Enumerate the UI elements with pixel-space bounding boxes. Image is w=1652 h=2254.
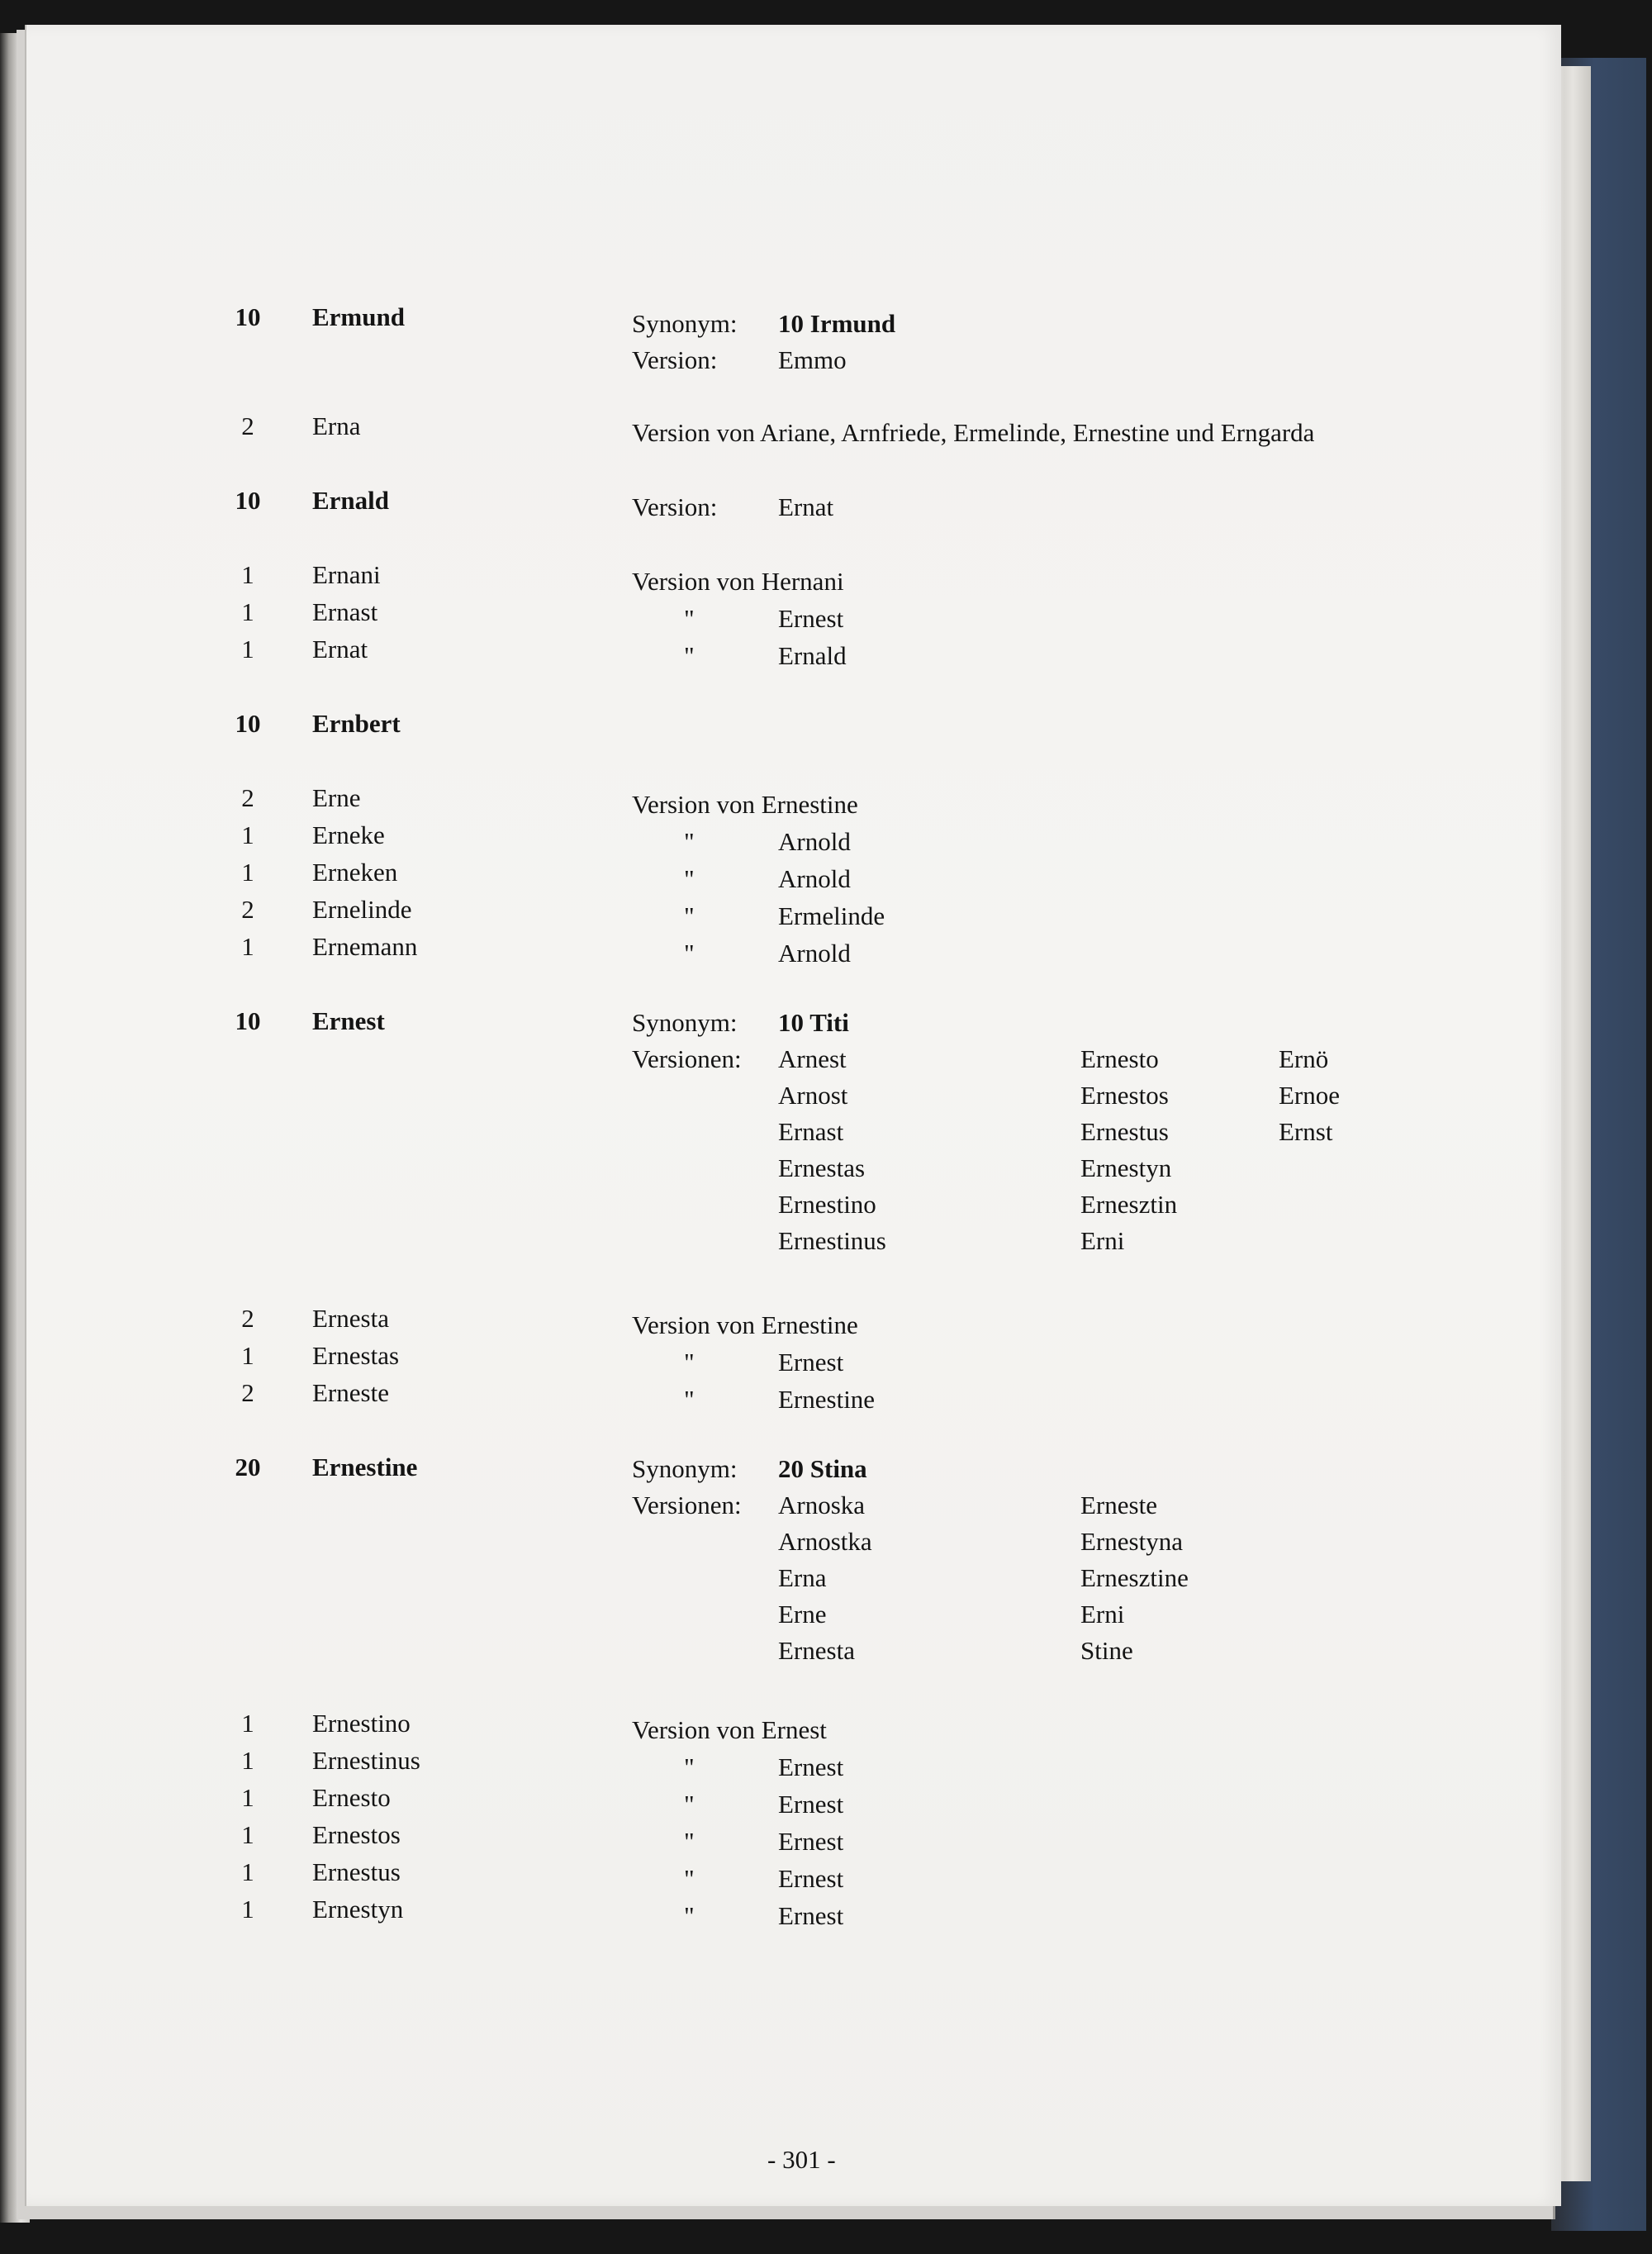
version-name: Ernesta [778,1636,855,1665]
entry-name: Ernbert [312,709,401,738]
versions-label: Versionen: [632,1044,742,1073]
entry-reference: Emmo [778,345,847,374]
entry-reference: Ernest [778,1752,844,1781]
entry-reference: Ernest [778,604,844,633]
version-name: Ernestyna [1080,1527,1183,1556]
version-name: Ernö [1279,1044,1329,1073]
entry-name: Ernest [312,1006,385,1035]
entry-count: 1 [241,635,254,663]
synonym-value: 20 Stina [778,1454,867,1483]
entry-count: 1 [241,1895,254,1924]
entry-description: Version von Ariane, Arnfriede, Ermelinde, Ernestine und Erngarda [632,418,1315,447]
version-name: Ernast [778,1117,844,1146]
entry-name: Ernestinus [312,1746,420,1775]
ditto-mark: " [684,901,695,930]
entry-description: Version von Ernestine [632,1310,858,1339]
entry-name: Erneken [312,858,398,887]
version-name: Ernesto [1080,1044,1159,1073]
ditto-mark: " [684,827,695,856]
version-name: Erneste [1080,1491,1157,1519]
entry-reference: Ernest [778,1864,844,1893]
entry-name: Ernast [312,597,378,626]
entry-name: Ernestino [312,1709,411,1738]
entry-label: Version: [632,492,718,521]
entry-count: 1 [241,932,254,961]
entry-count: 1 [241,1857,254,1886]
version-name: Arnoska [778,1491,866,1519]
version-name: Arnest [778,1044,847,1073]
entry-count: 1 [241,1341,254,1370]
entry-name: Erna [312,411,361,440]
entry-count: 1 [241,1783,254,1812]
synonym-label: Synonym: [632,1454,738,1483]
entry-reference: Ermelinde [778,901,885,930]
entry-count: 20 [235,1453,261,1481]
entry-count: 10 [235,486,261,515]
version-name: Ernestus [1080,1117,1169,1146]
ditto-mark: " [684,1901,695,1930]
entry-description: Version von Ernest [632,1715,827,1744]
entry-count: 2 [241,783,254,812]
ditto-mark: " [684,864,695,893]
version-name: Erna [778,1563,827,1592]
ditto-mark: " [684,641,695,670]
ditto-mark: " [684,939,695,968]
entry-name: Erneste [312,1378,389,1407]
version-name: Ernestinus [778,1226,886,1255]
version-name: Ernestas [778,1153,866,1182]
entry-name: Ernestos [312,1820,401,1849]
entry-count: 1 [241,1709,254,1738]
entry-count: 1 [241,597,254,626]
entry-reference: Ernald [778,641,847,670]
entry-reference: Ernat [778,492,834,521]
entry-reference: Arnold [778,939,851,968]
entry-description: Version von Hernani [632,567,844,596]
entry-count: 10 [235,1006,261,1035]
version-name: Ernoe [1279,1081,1341,1110]
entry-name: Erneke [312,820,385,849]
entry-name: Ernesta [312,1304,389,1333]
synonym-value: 10 Titi [778,1008,849,1037]
entry-description: Version von Ernestine [632,790,858,819]
version-name: Ernesztin [1080,1190,1178,1219]
entry-count: 1 [241,1820,254,1849]
entry-name: Ernestus [312,1857,401,1886]
entry-name: Ernald [312,486,390,515]
synonym-label: Synonym: [632,1008,738,1037]
entry-name: Ernemann [312,932,418,961]
entry-count: 2 [241,895,254,924]
ditto-mark: " [684,1827,695,1856]
entry-count: 1 [241,820,254,849]
ditto-mark: " [684,1385,695,1414]
entry-reference: 10 Irmund [778,309,896,338]
entry-reference: Ernest [778,1348,844,1377]
entry-reference: Arnold [778,864,851,893]
ditto-mark: " [684,604,695,633]
version-name: Erni [1080,1600,1125,1629]
entry-count: 2 [241,411,254,440]
version-name: Ernst [1279,1117,1333,1146]
entry-name: Ernani [312,560,381,589]
entry-count: 1 [241,560,254,589]
entry-count: 2 [241,1304,254,1333]
version-name: Arnost [778,1081,848,1110]
entry-name: Ernelinde [312,895,412,924]
entry-reference: Arnold [778,827,851,856]
versions-label: Versionen: [632,1491,742,1519]
version-name: Arnostka [778,1527,872,1556]
entry-reference: Ernest [778,1827,844,1856]
entry-reference: Ernest [778,1790,844,1819]
version-name: Ernestos [1080,1081,1169,1110]
version-name: Erni [1080,1226,1125,1255]
entry-name: Ernesto [312,1783,391,1812]
ditto-mark: " [684,1790,695,1819]
entry-reference: Ernestine [778,1385,876,1414]
entry-count: 1 [241,1746,254,1775]
page-number: - 301 - [767,2145,836,2174]
entry-label: Synonym: [632,309,738,338]
entry-name: Ernat [312,635,368,663]
version-name: Stine [1080,1636,1133,1665]
ditto-mark: " [684,1752,695,1781]
entry-name: Erne [312,783,361,812]
entry-count: 10 [235,709,261,738]
entry-label: Version: [632,345,718,374]
ditto-mark: " [684,1864,695,1893]
version-name: Ernestyn [1080,1153,1172,1182]
entry-count: 1 [241,858,254,887]
entry-name: Ermund [312,302,405,331]
version-name: Ernesztine [1080,1563,1189,1592]
ditto-mark: " [684,1348,695,1377]
entry-name: Ernestyn [312,1895,404,1924]
entry-count: 2 [241,1378,254,1407]
version-name: Erne [778,1600,827,1629]
entry-name: Ernestas [312,1341,400,1370]
entry-name: Ernestine [312,1453,418,1481]
version-name: Ernestino [778,1190,876,1219]
entry-reference: Ernest [778,1901,844,1930]
entry-count: 10 [235,302,261,331]
